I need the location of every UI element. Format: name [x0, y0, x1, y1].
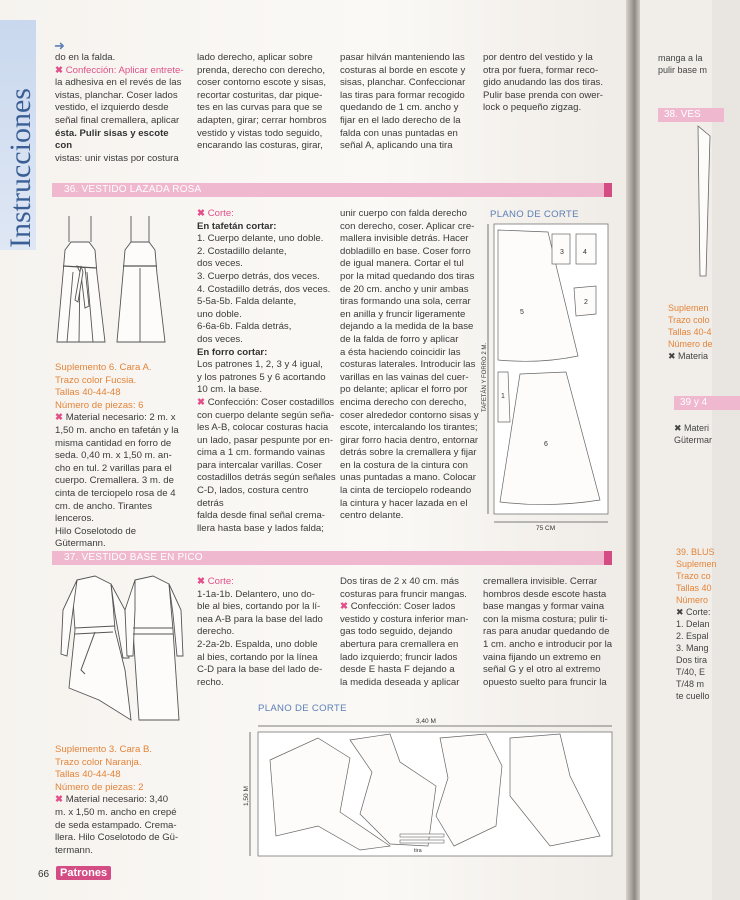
text-line: girar forro hacia dentro, entornar: [340, 434, 479, 446]
text-line: y los patrones 5 y 6 acortando: [197, 371, 326, 383]
dress-37-illustration: [55, 570, 185, 732]
text-line: costuras para fruncir mangas.: [340, 588, 467, 600]
text-line: seda. 0,40 m. x 1,50 m. an-: [55, 450, 172, 462]
text-line: la adhesiva en el revés de las: [55, 77, 182, 89]
text-line: 2. Costadillo delante,: [197, 245, 287, 257]
plano-37-title: PLANO DE CORTE: [258, 703, 347, 714]
text-line: ras para anudar quedando de: [483, 626, 610, 638]
piece-label: 4: [583, 249, 587, 256]
cutting-plan-36: [480, 222, 615, 532]
piece-label: 6: [544, 441, 548, 448]
plano-36-side-label: TAFETÁN Y FORRO 2 M.: [482, 342, 488, 412]
text-line: vistas: unir vistas por costura: [55, 152, 179, 164]
tallas-line: Tallas 40-44-48: [55, 387, 121, 399]
next-text-line: Tallas 40-4: [668, 327, 712, 337]
piece-label: 3: [560, 249, 564, 256]
text-line: de seda estampado. Crema-: [55, 819, 177, 831]
top-col-1: [55, 52, 185, 165]
text-line: opuesto suelto para fruncir la: [483, 676, 607, 688]
text-line: Hilo Coselotodo de Gütermann.: [55, 525, 137, 550]
text-line: vestido y vistas todo seguido,: [197, 127, 323, 139]
cutting-plan-37: [240, 716, 620, 866]
text-line: lado derecho, aplicar sobre: [197, 52, 313, 63]
text-line: por la mitad quedando dos tiras: [340, 270, 475, 282]
text-line: do en la falda.: [55, 52, 116, 63]
next-text-line: Trazo co: [676, 571, 711, 581]
section-39-band: 39 y 4: [674, 396, 740, 410]
s36-info: [55, 362, 185, 551]
text-line: vaina fijando un extremo en: [483, 651, 601, 663]
text-line: ble al bies, cortando por la lí-: [197, 601, 321, 613]
next-text-line: Trazo colo: [668, 315, 710, 325]
text-line: recho.: [197, 676, 224, 688]
text-line: m. x 1,50 m. ancho en crepé: [55, 806, 177, 818]
text-line: cinta de terciopelo rosa de 4: [55, 487, 176, 499]
cross-icon: ✖: [55, 794, 66, 806]
next-text-line: 1. Delan: [676, 619, 710, 629]
text-line: 1 cm. ancho e introducir por la: [483, 638, 613, 650]
text-line: tiras formando una sola, cerrar: [340, 296, 471, 308]
text-line: recortar costuritas, dar pique-: [197, 89, 323, 101]
next-text-line: Suplemen: [668, 303, 709, 313]
text-line: cremallera invisible. Cerrar: [483, 576, 598, 587]
confeccion-heading: Confección: Aplicar entrete-: [65, 64, 184, 76]
piezas-line: Número de piezas: 2: [55, 781, 144, 793]
text-line: por dentro del vestido y la: [483, 52, 593, 63]
text-line: Los patrones 1, 2, 3 y 4 igual,: [197, 359, 323, 371]
section-side-tab: [0, 20, 36, 250]
corte-heading: ✖ Corte:: [197, 576, 234, 587]
text-line: en la costura de la cintura con: [340, 459, 468, 471]
text-line: 6-6a-6b. Falda detrás,: [197, 321, 292, 333]
text-line: ✖ Confección: Coser costadillos: [197, 396, 335, 408]
text-line: costuras laterales. Introducir las: [340, 359, 476, 371]
text-line: otra por fuera, formar reco-: [483, 64, 599, 76]
tira-label: tira: [414, 848, 422, 854]
text-line: sisas, planchar. Confeccionar: [340, 77, 466, 89]
brand-logo: Patrones: [56, 866, 111, 880]
text-line: Pulir base prenda con ower-: [483, 89, 603, 101]
cross-icon: ✖: [55, 412, 66, 424]
s37-col3: [340, 576, 475, 689]
s37-info: [55, 744, 190, 857]
text-line: pasar hilván manteniendo las: [340, 52, 465, 63]
piece-label: 1: [501, 393, 505, 400]
text-line: cho en tul. 2 varillas para el: [55, 462, 172, 474]
next-text-line: ✖ Materi: [674, 423, 710, 433]
text-line: la medida deseada y aplicar: [340, 676, 460, 688]
next-text-line: T/48 m: [676, 679, 705, 689]
text-line: ✖ Material necesario: 2 m. x: [55, 412, 176, 424]
text-line: base mangas y formar vaina: [483, 601, 605, 613]
text-line: quedando de 1 cm. ancho y: [340, 102, 459, 114]
plano-36-title: PLANO DE CORTE: [490, 209, 579, 220]
text-line: señal G y el otro al extremo: [483, 664, 601, 676]
text-line: gas todo seguido, dejando: [340, 626, 453, 638]
text-line: En forro cortar:: [197, 346, 268, 358]
text-line: coser contorno escote y sisas,: [197, 77, 327, 89]
text-line: encima derecho con derecho,: [340, 396, 467, 408]
text-line: de igual manera. Cortar el tul: [340, 258, 464, 270]
text-line: detrás sobre la cremallera y fijar: [340, 447, 477, 459]
text-line: vestido, el izquierdo desde: [55, 102, 169, 114]
text-line: misma cantidad en forro de: [55, 437, 172, 449]
text-line: C-D, lados, costura centro detrás: [197, 485, 309, 509]
section-36-title: 36. VESTIDO LAZADA ROSA: [64, 184, 202, 195]
text-line: desde E hasta F dejando a: [340, 664, 455, 676]
next-text-line: 2. Espal: [676, 631, 709, 641]
text-line: con derecho, coser. Aplicar cre-: [340, 220, 475, 232]
text-line: 1,50 m. ancho en tafetán y la: [55, 424, 179, 436]
text-line: gido anudando las dos tiras.: [483, 77, 604, 89]
text-line: con cuerpo delante según seña-: [197, 409, 335, 421]
text-line: con la misma costura; pulir ti-: [483, 613, 608, 625]
suplemento-line: Suplemento 6. Cara A.: [55, 362, 152, 373]
text-line: falda con unas puntadas en: [340, 127, 458, 139]
next-text-line: te cuello: [676, 691, 710, 701]
next-text-line: manga a la: [658, 53, 703, 63]
text-line: de 20 cm. ancho y unir ambas: [340, 283, 469, 295]
next-text-line: T/40, E: [676, 667, 706, 677]
band-tail: [604, 551, 612, 565]
text-line: lado izquierdo; fruncir lados: [340, 651, 458, 663]
tallas-line: Tallas 40-44-48: [55, 769, 121, 781]
text-line: derecho.: [197, 626, 235, 638]
next-text-line: ✖ Materia: [668, 351, 709, 361]
text-line: al bies, cortando por la línea: [197, 651, 318, 663]
text-line: les A-B, colocar costuras hacia: [197, 422, 329, 434]
text-line: dos veces.: [197, 333, 243, 345]
text-line: ✖ Confección: Coser lados: [340, 601, 456, 613]
text-line: dobladillo en base. Coser forro: [340, 245, 471, 257]
text-line: 10 cm. la base.: [197, 384, 263, 396]
continuation-arrow-icon: ➜: [54, 38, 65, 53]
piezas-line: Número de piezas: 6: [55, 399, 144, 411]
next-text-line: 39. BLUS: [676, 547, 715, 557]
text-line: escote, intercalando los tirantes;: [340, 422, 478, 434]
text-line: ✖ Material necesario: 3,40: [55, 794, 169, 806]
dress-36-illustration: [55, 202, 185, 354]
text-line: 2-2a-2b. Espalda, uno doble: [197, 638, 318, 650]
text-line: coser alrededor contorno sisas y: [340, 409, 479, 421]
trazo-line: Trazo color Naranja.: [55, 756, 142, 768]
trazo-line: Trazo color Fucsia.: [55, 374, 137, 386]
text-line: unir cuerpo con falda derecho: [340, 208, 467, 219]
plano-37-width-label: 3,40 M: [416, 718, 436, 725]
text-line: las tiras para formar recogido: [340, 89, 465, 101]
text-line: uno doble.: [197, 308, 242, 320]
text-line: vistas, planchar. Coser lados: [55, 89, 178, 101]
next-text-line: Número: [676, 595, 709, 605]
text-line: centro delante.: [340, 510, 404, 522]
text-line: cima a 1 cm. formando vainas: [197, 447, 325, 459]
next-text-line: Suplemen: [676, 559, 717, 569]
text-line: hombros desde escote hasta: [483, 588, 607, 600]
corte-heading: ✖ Corte:: [197, 208, 234, 219]
text-line: prenda, derecho con derecho,: [197, 64, 326, 76]
next-text-line: Dos tira: [676, 655, 708, 665]
text-line: a ésta haciendo coincidir las: [340, 346, 461, 358]
text-line: 4. Costadillo detrás, dos veces.: [197, 283, 331, 295]
text-line: fijar en el lado derecho de la: [340, 114, 461, 126]
text-line: de la falda de forro y aplicar: [340, 333, 459, 345]
next-text-line: Número de: [668, 339, 713, 349]
next-text-line: Tallas 40: [676, 583, 712, 593]
section-36-band: [52, 183, 612, 197]
text-line: En tafetán cortar:: [197, 220, 277, 232]
text-line: cm. de ancho. Tirantes lenceros.: [55, 500, 153, 525]
text-line: en anilla y fruncir ligeramente: [340, 308, 466, 320]
side-tab-label: Instrucciones: [4, 88, 37, 248]
text-line: cuerpo. Cremallera. 3 m. de: [55, 475, 174, 487]
text-line: señal final cremallera, aplicar: [55, 114, 180, 126]
text-line: dos veces.: [197, 258, 243, 270]
text-line: varillas en las vainas del cuer-: [340, 371, 469, 383]
text-line: termann.: [55, 844, 93, 856]
next-page-edge: [640, 0, 717, 900]
text-line: unas puntadas a mano. Colocar: [340, 472, 476, 484]
text-line: falda desde final señal crema-: [197, 510, 325, 522]
text-line: la cintura y hacer lazada en el: [340, 497, 468, 509]
next-page-illustration: [696, 126, 712, 286]
next-text-line: 3. Mang: [676, 643, 709, 653]
page-number: 66: [38, 869, 50, 880]
text-line: 1-1a-1b. Delantero, uno do-: [197, 588, 315, 600]
suplemento-line: Suplemento 3. Cara B.: [55, 744, 153, 755]
text-line: abertura para cremallera en: [340, 638, 459, 650]
s36-col4: [340, 208, 480, 523]
text-line: llera. Hilo Coselotodo de Gü-: [55, 832, 179, 844]
piece-label: 2: [584, 299, 588, 306]
band-tail: [604, 183, 612, 197]
text-line: señal A, aplicando una tira: [340, 140, 453, 152]
text-line: llera hasta base y lados falda;: [197, 522, 324, 534]
top-col-4: [483, 52, 618, 115]
next-text-line: Gütermar: [674, 435, 713, 445]
text-line: vestido y costura inferior man-: [340, 613, 469, 625]
section-38-band: 38. VES: [658, 108, 724, 122]
piece-label: 5: [520, 309, 524, 316]
section-37-title: 37. VESTIDO BASE EN PICO: [64, 552, 203, 563]
text-line: ésta. Pulir sisas y escote con: [55, 127, 169, 152]
next-text-line: pulir base m: [658, 65, 708, 75]
cross-icon: ✖: [55, 64, 66, 76]
text-line: lock o pequeño zigzag.: [483, 102, 582, 114]
page-spine: [626, 0, 640, 900]
text-line: costuras al borde en escote y: [340, 64, 466, 76]
text-line: un lado, pasar pespunte por en-: [197, 434, 334, 446]
s36-corte: [197, 208, 337, 535]
text-line: po delante; aplicar el forro por: [340, 384, 468, 396]
text-line: la cinta de terciopelo rodeando: [340, 485, 472, 497]
plano-36-width-label: 75 CM: [536, 525, 556, 532]
text-line: 1. Cuerpo delante, uno doble.: [197, 233, 324, 245]
text-line: adapten, girar; cerrar hombros: [197, 114, 327, 126]
text-line: mallera invisible detrás. Hacer: [340, 233, 469, 245]
text-line: 5-5a-5b. Falda delante,: [197, 296, 297, 308]
text-line: 3. Cuerpo detrás, dos veces.: [197, 270, 320, 282]
text-line: encarando las costuras, girar,: [197, 140, 323, 152]
text-line: Dos tiras de 2 x 40 cm. más: [340, 576, 459, 587]
text-line: dejando a la medida de la base: [340, 321, 474, 333]
s37-corte: [197, 576, 332, 689]
text-line: tes en las curvas para que se: [197, 102, 323, 114]
plano-37-height-label: 1,50 M: [243, 786, 250, 806]
top-col-3: [340, 52, 475, 153]
section-37-band: [52, 551, 612, 565]
next-text-line: ✖ Corte:: [676, 607, 711, 617]
text-line: [55, 65, 185, 78]
s37-col4: [483, 576, 618, 689]
text-line: nea A-B para la base del lado: [197, 613, 323, 625]
top-col-2: [197, 52, 332, 153]
text-line: C-D para la base del lado de-: [197, 664, 323, 676]
text-line: costadillos detrás según señales: [197, 472, 336, 484]
text-line: para intercalar varillas. Coser: [197, 459, 322, 471]
